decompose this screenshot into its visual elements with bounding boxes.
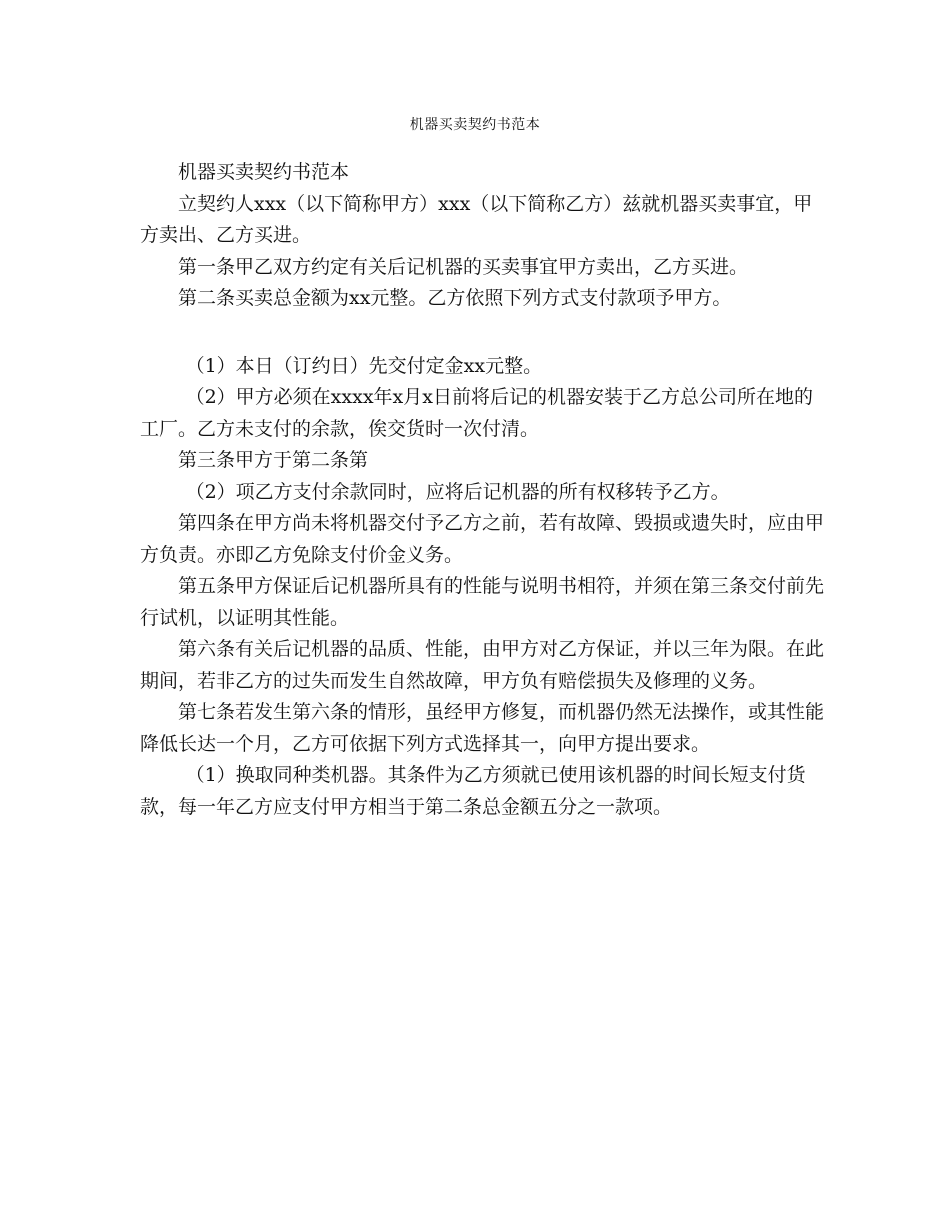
paragraph-article-3-continued: （2）项乙方支付余款同时，应将后记机器的所有权移转予乙方。 [185,480,730,503]
document-title-paragraph: 机器买卖契约书范本 [178,161,350,183]
page-header-title: 机器买卖契约书范本 [409,117,541,133]
paragraph-article-2-item-2: （2）甲方必须在xxxx年x月x日前将后记的机器安装于乙方总公司所在地的工厂。乙方未支付的余款，俟交货时一次付清。 [140,386,813,440]
paragraph-article-2: 第二条买卖总金额为xx元整。乙方依照下列方式支付款项予甲方。 [178,287,732,309]
paragraph-article-7: 第七条若发生第六条的情形，虽经甲方修复，而机器仍然无法操作，或其性能降低长达一个月，乙方可依据下列方式选择其一，向甲方提出要求。 [140,701,825,755]
paragraph-article-4: 第四条在甲方尚未将机器交付予乙方之前，若有故障、毁损或遗失时，应由甲方负责。亦即乙方免除支付价金义务。 [140,512,825,566]
paragraph-article-7-item-1: （1）换取同种类机器。其条件为乙方须就已使用该机器的时间长短支付货款，每一年乙方应支付甲方相当于第二条总金额五分之一款项。 [140,764,806,818]
paragraph-article-6: 第六条有关后记机器的品质、性能，由甲方对乙方保证，并以三年为限。在此期间，若非乙方的过失而发生自然故障，甲方负有赔偿损失及修理的义务。 [140,638,825,692]
paragraph-parties: 立契约人xxx（以下简称甲方）xxx（以下简称乙方）兹就机器买卖事宜，甲方卖出、乙方买进。 [140,192,813,246]
paragraph-article-5: 第五条甲方保证后记机器所具有的性能与说明书相符，并须在第三条交付前先行试机，以证明其性能。 [140,575,825,629]
paragraph-article-3: 第三条甲方于第二条第 [178,449,369,471]
paragraph-article-1: 第一条甲乙双方约定有关后记机器的买卖事宜甲方卖出，乙方买进。 [178,255,749,278]
document-body [140,157,830,823]
paragraph-article-2-item-1: （1）本日（订约日）先交付定金xx元整。 [185,354,543,377]
